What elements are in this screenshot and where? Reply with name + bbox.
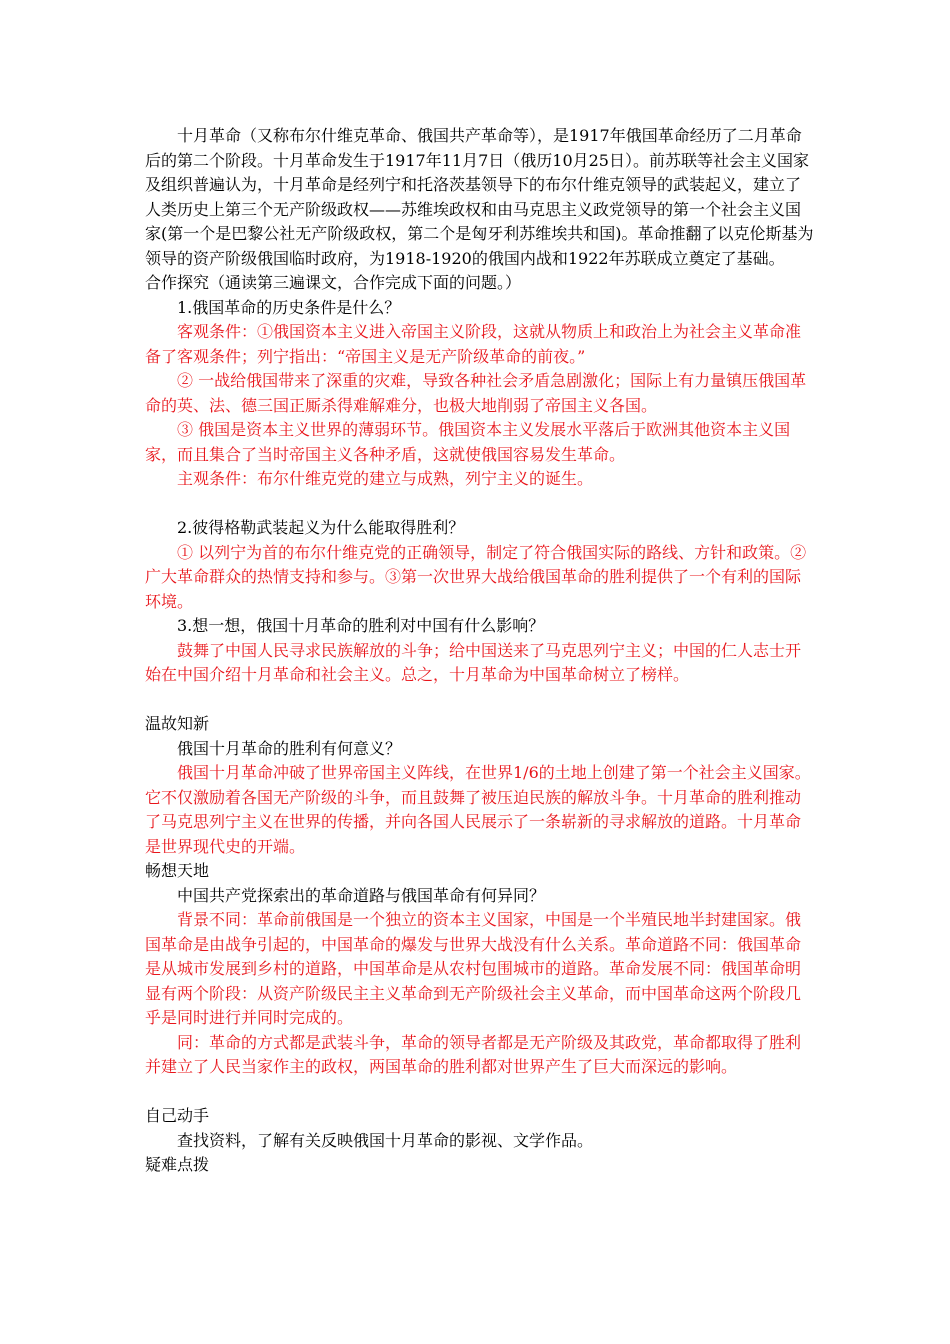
spacer — [145, 492, 815, 517]
document-page — [145, 124, 815, 1178]
imagine-answer-differences: 背景不同：革命前俄国是一个独立的资本主义国家，中国是一个半殖民地半封建国家。俄国革命是由战争引起的，中国革命的爆发与世界大战没有什么关系。革命道路不同：俄国革命是从城市发展到乡村的道路，中国革命是从农村包围城市的道路。革命发展不同：俄国革命明显有两个阶段：从资产阶级民主主义革命到无产阶级社会主义革命，而中国革命这两个阶段几乎是同时进行并同时完成的。 — [145, 910, 802, 1027]
diy-task: 查找资料，了解有关反映俄国十月革命的影视、文学作品。 — [177, 1130, 594, 1150]
spacer — [145, 1080, 815, 1105]
answer-1-weak-link: ③ 俄国是资本主义世界的薄弱环节。俄国资本主义发展水平落后于欧洲其他资本主义国家，而且集合了当时帝国主义各种矛盾，这就使俄国容易发生革命。 — [145, 420, 791, 464]
question-1: 1.俄国革命的历史条件是什么？ — [177, 297, 401, 317]
question-2: 2.彼得格勒武装起义为什么能取得胜利？ — [177, 518, 465, 537]
imagine-heading: 畅想天地 — [145, 861, 210, 880]
answer-1-war: ② 一战给俄国带来了深重的灾难，导致各种社会矛盾急剧激化；国际上有力量镇压俄国革命的英、法、德三国正厮杀得难解难分，也极大地削弱了帝国主义各国。 — [145, 371, 807, 415]
intro-paragraph: 十月革命（又称布尔什维克革命、俄国共产革命等），是1917年俄国革命经历了二月革命后的第二个阶段。十月革命发生于1917年11月7日（俄历10月25日）。前苏联等社会主义国家及组织普遍认为，十月革命是经列宁和托洛茨基领导下的布尔什维克领导的武装起义，建立了人类历史上第三个无产阶级政权——苏维埃政权和由马克思主义政党领导的第一个社会主义国家(第一个是巴黎公社无产阶级政权，第二个是匈牙利苏维埃共和国)。革命推翻了以克伦斯基为领导的资产阶级俄国临时政府，为1918-1920的俄国内战和1922年苏联成立奠定了基础。 — [145, 126, 814, 268]
spacer — [145, 688, 815, 713]
difficult-heading: 疑难点拨 — [145, 1155, 210, 1174]
imagine-question: 中国共产党探索出的革命道路与俄国革命有何异同？ — [177, 885, 546, 905]
question-3: 3.想一想，俄国十月革命的胜利对中国有什么影响？ — [177, 616, 545, 635]
diy-heading: 自己动手 — [145, 1106, 210, 1125]
review-answer: 俄国十月革命冲破了世界帝国主义阵线，在世界1/6的土地上创建了第一个社会主义国家。它不仅激励着各国无产阶级的斗争，而且鼓舞了被压迫民族的解放斗争。十月革命的胜利推动了马克思列宁主义在世界的传播，并向各国人民展示了一条崭新的寻求解放的道路。十月革命是世界现代史的开端。 — [145, 763, 811, 856]
answer-2: ① 以列宁为首的布尔什维克党的正确领导，制定了符合俄国实际的路线、方针和政策。②广大革命群众的热情支持和参与。③第一次世界大战给俄国革命的胜利提供了一个有利的国际环境。 — [145, 542, 807, 611]
answer-1-objective: 客观条件：①俄国资本主义进入帝国主义阶段，这就从物质上和政治上为社会主义革命准备了客观条件；列宁指出：“帝国主义是无产阶级革命的前夜。” — [145, 322, 802, 366]
imagine-answer-similarities: 同：革命的方式都是武装斗争，革命的领导者都是无产阶级及其政党，革命都取得了胜利并建立了人民当家作主的政权，两国革命的胜利都对世界产生了巨大而深远的影响。 — [145, 1032, 802, 1076]
answer-3: 鼓舞了中国人民寻求民族解放的斗争；给中国送来了马克思列宁主义；中国的仁人志士开始在中国介绍十月革命和社会主义。总之，十月革命为中国革命树立了榜样。 — [145, 640, 802, 684]
answer-1-subjective: 主观条件：布尔什维克党的建立与成熟，列宁主义的诞生。 — [177, 469, 594, 488]
review-question: 俄国十月革命的胜利有何意义？ — [177, 738, 402, 758]
review-heading: 温故知新 — [145, 714, 210, 733]
cooperate-heading: 合作探究（通读第三遍课文，合作完成下面的问题。） — [145, 273, 522, 292]
